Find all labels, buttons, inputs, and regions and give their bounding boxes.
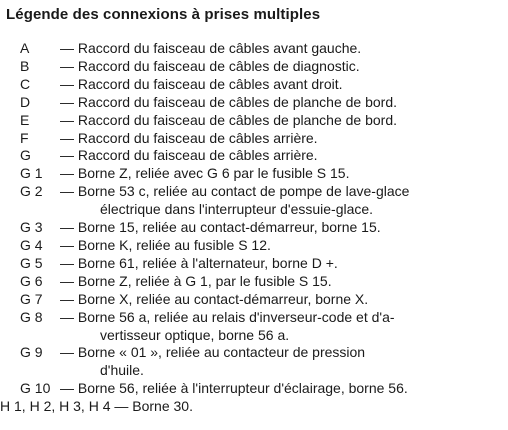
legend-description-line: — Borne X, reliée au contact-démarreur, borne X. — [60, 290, 369, 307]
legend-description — [60, 273, 504, 291]
legend-list — [0, 40, 504, 416]
legend-description-line: — Borne 56, reliée à l'interrupteur d'éclairage, borne 56. — [60, 380, 408, 397]
legend-description — [60, 130, 504, 148]
legend-entry — [20, 94, 504, 112]
legend-description — [60, 112, 504, 130]
legend-entry — [20, 237, 504, 255]
legend-description-line: — Borne 61, reliée à l'alternateur, borne D +. — [60, 254, 338, 271]
legend-description — [60, 183, 504, 219]
legend-entry — [20, 147, 504, 165]
legend-description-line: — Raccord du faisceau de câbles de planche de bord. — [60, 111, 397, 128]
legend-entry — [20, 58, 504, 76]
legend-description — [60, 309, 504, 345]
legend-description — [60, 165, 504, 183]
legend-description — [60, 76, 504, 94]
legend-description — [60, 380, 504, 398]
legend-key: B — [20, 57, 30, 74]
legend-entry — [20, 76, 504, 94]
legend-entry — [0, 398, 504, 416]
legend-description-line: — Raccord du faisceau de câbles de diagnostic. — [60, 57, 360, 74]
legend-key: G 6 — [20, 272, 43, 289]
legend-description — [60, 147, 504, 165]
legend-key: G 7 — [20, 290, 43, 307]
legend-key: D — [20, 93, 31, 110]
legend-key: G — [20, 147, 31, 164]
legend-entry — [20, 183, 504, 219]
legend-description — [60, 237, 504, 255]
legend-key: G 5 — [20, 254, 43, 271]
legend-description-line: — Raccord du faisceau de câbles avant droit. — [60, 75, 343, 92]
legend-description-line: — Raccord du faisceau de câbles arrière. — [60, 129, 318, 146]
legend-entry — [20, 380, 504, 398]
legend-description — [60, 255, 504, 273]
legend-title: Légende des connexions à prises multiples — [6, 6, 321, 23]
legend-entry — [20, 40, 504, 58]
legend-key: F — [20, 129, 29, 146]
legend-description-line: — Borne Z, reliée à G 1, par le fusible S 15. — [60, 272, 332, 289]
legend-description-line: — Borne 56 a, reliée au relais d'inverseur-code et d'a- — [60, 308, 395, 325]
legend-key: G 3 — [20, 219, 43, 236]
legend-key: G 10 — [20, 380, 51, 397]
legend-entry — [20, 112, 504, 130]
legend-description-line: d'huile. — [100, 362, 144, 379]
legend-key: G 2 — [20, 183, 43, 200]
legend-entry — [20, 255, 504, 273]
legend-description-line: — Raccord du faisceau de câbles arrière. — [60, 147, 318, 164]
legend-entry — [20, 291, 504, 309]
legend-description-line: H 1, H 2, H 3, H 4 — Borne 30. — [0, 398, 193, 415]
legend-description-line: électrique dans l'interrupteur d'essuie-glace. — [100, 201, 374, 218]
legend-entry — [20, 219, 504, 237]
legend-description-line: — Borne 53 c, reliée au contact de pompe de lave-glace — [60, 183, 410, 200]
legend-description — [60, 40, 504, 58]
legend-key: G 9 — [20, 344, 43, 361]
legend-description — [60, 58, 504, 76]
legend-description — [60, 94, 504, 112]
legend-entry — [20, 273, 504, 291]
legend-description — [0, 398, 504, 416]
legend-key: C — [20, 75, 31, 92]
legend-key: A — [20, 40, 30, 56]
legend-description-line: — Borne Z, reliée avec G 6 par le fusible S 15. — [60, 165, 350, 182]
legend-key: G 4 — [20, 236, 43, 253]
legend-description-line: — Raccord du faisceau de câbles avant gauche. — [60, 40, 362, 56]
legend-description-line: — Borne 15, reliée au contact-démarreur, borne 15. — [60, 219, 381, 236]
legend-description-line: — Borne « 01 », reliée au contacteur de pression — [60, 344, 366, 361]
legend-description — [60, 344, 504, 380]
legend-entry — [20, 165, 504, 183]
legend-description — [60, 219, 504, 237]
legend-entry — [20, 309, 504, 345]
legend-entry — [20, 130, 504, 148]
legend-description-line: — Borne K, reliée au fusible S 12. — [60, 236, 271, 253]
legend-key: G 8 — [20, 308, 43, 325]
legend-key: E — [20, 111, 30, 128]
legend-description — [60, 291, 504, 309]
legend-key: G 1 — [20, 165, 43, 182]
legend-description-line: vertisseur optique, borne 56 a. — [100, 326, 290, 343]
legend-description-line: — Raccord du faisceau de câbles de planche de bord. — [60, 93, 397, 110]
legend-entry — [20, 344, 504, 380]
